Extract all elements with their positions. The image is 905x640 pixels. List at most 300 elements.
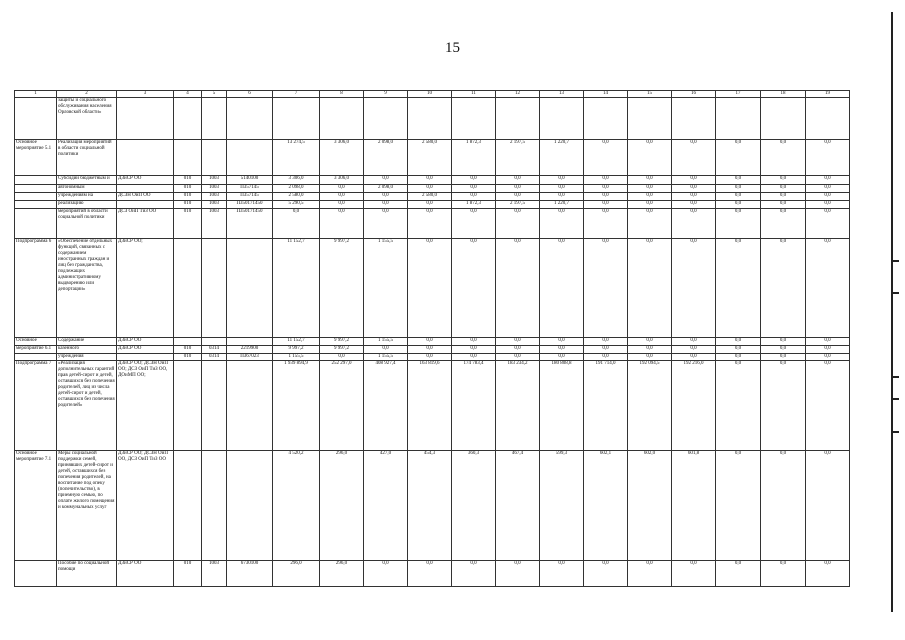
table-cell: 0,0: [584, 176, 628, 185]
table-cell: [806, 98, 850, 140]
table-cell: 0,0: [408, 338, 452, 346]
table-cell: 296,0: [320, 451, 364, 561]
table-cell: [117, 354, 174, 361]
column-number-cell: 19: [806, 91, 850, 98]
table-cell: 0,0: [452, 346, 496, 354]
table-cell: 0,0: [364, 201, 408, 209]
table-cell: [117, 201, 174, 209]
table-row: [15, 185, 850, 193]
column-number-cell: 14: [584, 91, 628, 98]
table-cell: 0,0: [806, 239, 850, 338]
column-number-cell: 15: [628, 91, 672, 98]
table-cell: 0,0: [496, 239, 540, 338]
table-cell: Пособие по социальной помощи: [57, 561, 117, 587]
table-cell: 0314: [202, 346, 227, 354]
table-cell: ДЗиСР ОО; ДСЗН ОиП ОО, ДСЗ ОиП ТиЗ ОО: [117, 451, 174, 561]
table-cell: 0,0: [761, 176, 806, 185]
table-cell: 010: [174, 561, 202, 587]
table-cell: 174 783,4: [452, 361, 496, 451]
margin-tick: [893, 376, 899, 378]
table-cell: 0,0: [584, 354, 628, 361]
table-cell: Субсидии бюджетным и: [57, 176, 117, 185]
table-cell: 2 580,0: [408, 140, 452, 176]
table-cell: [174, 451, 202, 561]
column-number-cell: 18: [761, 91, 806, 98]
table-cell: 0,0: [716, 239, 761, 338]
table-cell: [227, 451, 273, 561]
table-cell: [117, 185, 174, 193]
table-cell: 0,0: [716, 361, 761, 451]
table-cell: 0,0: [672, 209, 716, 239]
table-cell: 0,0: [408, 201, 452, 209]
table-cell: 601,8: [672, 451, 716, 561]
table-row: [15, 201, 850, 209]
table-cell: 1 220,7: [540, 201, 584, 209]
column-number-cell: 13: [540, 91, 584, 98]
table-cell: 010: [174, 346, 202, 354]
table-cell: 1 872,3: [452, 201, 496, 209]
table-cell: 0,0: [540, 346, 584, 354]
table-cell: [227, 239, 273, 338]
table-cell: 010: [174, 185, 202, 193]
table-cell: мероприятие 6.1: [15, 346, 57, 354]
table-cell: 0,0: [496, 346, 540, 354]
table-cell: 9 997,2: [320, 239, 364, 338]
column-number-cell: 7: [273, 91, 320, 98]
table-cell: 0,0: [364, 176, 408, 185]
table-cell: 11 152,7: [273, 239, 320, 338]
table-cell: 192 094,5: [628, 361, 672, 451]
table-cell: 0,0: [761, 451, 806, 561]
table-cell: 454,3: [408, 451, 452, 561]
table-cell: [117, 140, 174, 176]
table-cell: П357145: [227, 185, 273, 193]
table-cell: 0,0: [496, 561, 540, 587]
table-cell: 0,0: [761, 239, 806, 338]
table-cell: 0,0: [408, 209, 452, 239]
table-cell: 0,0: [540, 239, 584, 338]
table-cell: 0,0: [584, 561, 628, 587]
table-cell: 599,3: [540, 451, 584, 561]
table-cell: 0,0: [584, 209, 628, 239]
table-cell: 0,0: [628, 209, 672, 239]
table-cell: Основное: [15, 338, 57, 346]
table-cell: 4 520,2: [273, 451, 320, 561]
table-cell: 0,0: [496, 209, 540, 239]
table-cell: [15, 561, 57, 587]
table-cell: 0,0: [806, 140, 850, 176]
table-cell: 0,0: [716, 451, 761, 561]
right-margin-rule: [891, 12, 893, 612]
table-cell: 010: [174, 201, 202, 209]
table-cell: 1003: [202, 201, 227, 209]
table-cell: 0,0: [761, 209, 806, 239]
table-cell: [761, 98, 806, 140]
table-cell: «Обеспечение отдельных функций, связанных с содержанием иностранных граждан и лиц без гражданства, подлежащих административному выдворению или депортации»: [57, 239, 117, 338]
table-cell: [15, 185, 57, 193]
table-cell: 0,0: [716, 176, 761, 185]
table-row: [15, 354, 850, 361]
table-cell: 010: [174, 193, 202, 201]
table-cell: 0,0: [761, 193, 806, 201]
table-cell: 0,0: [716, 140, 761, 176]
table-cell: 0,0: [408, 354, 452, 361]
table-cell: реализацию: [57, 201, 117, 209]
table-cell: 0,0: [716, 354, 761, 361]
column-number-cell: 6: [227, 91, 273, 98]
table-cell: 0,0: [628, 193, 672, 201]
table-cell: 0,0: [628, 201, 672, 209]
table-cell: 0,0: [540, 185, 584, 193]
table-cell: [202, 451, 227, 561]
table-cell: ДЗиСР ОО;: [117, 239, 174, 338]
table-row: [15, 98, 850, 140]
table-cell: 2 197,5: [496, 201, 540, 209]
table-cell: 2 098,0: [273, 185, 320, 193]
table-cell: [628, 98, 672, 140]
column-number-cell: 12: [496, 91, 540, 98]
table-cell: [174, 140, 202, 176]
table-cell: 0,0: [408, 239, 452, 338]
table-cell: 0,0: [452, 239, 496, 338]
table-cell: [496, 98, 540, 140]
table-cell: 0,0: [672, 346, 716, 354]
table-cell: ДЗиСР ОО; ДСЗН ОиП ОО; ДСЗ ОиП ТиЗ ОО, ДОиМП ОО;: [117, 361, 174, 451]
table-cell: ДЗиСР ОО: [117, 176, 174, 185]
table-cell: 0,0: [584, 346, 628, 354]
column-number-row: [15, 91, 850, 98]
table-row: [15, 209, 850, 239]
column-number-cell: 9: [364, 91, 408, 98]
table-cell: [202, 338, 227, 346]
table-cell: 180 808,8: [540, 361, 584, 451]
table-cell: 0,0: [540, 561, 584, 587]
table-cell: [174, 361, 202, 451]
table-cell: [202, 239, 227, 338]
column-number-cell: 8: [320, 91, 364, 98]
table-cell: 0,0: [761, 346, 806, 354]
table-cell: [716, 98, 761, 140]
table-cell: [584, 98, 628, 140]
page-number: 15: [445, 40, 460, 56]
table-row: [15, 361, 850, 451]
table-cell: учреждения: [57, 354, 117, 361]
table-cell: [15, 98, 57, 140]
table-cell: [202, 361, 227, 451]
table-cell: Содержание: [57, 338, 117, 346]
table-cell: 0,0: [761, 185, 806, 193]
table-cell: 0,0: [806, 354, 850, 361]
table-row: [15, 140, 850, 176]
table-cell: 0,0: [806, 451, 850, 561]
table-cell: [15, 201, 57, 209]
table-cell: 1 155,5: [364, 354, 408, 361]
table-cell: 0,0: [716, 185, 761, 193]
table-cell: 0,0: [628, 561, 672, 587]
table-cell: Меры социальной поддержки семей, принявших детей-сирот и детей, оставшихся без попечения родителей, на воспитание под опеку (попечительство), в приемную семью, по оплате жилого помещения и коммунальных услуг: [57, 451, 117, 561]
column-number-cell: 3: [117, 91, 174, 98]
table-cell: 183 234,2: [496, 361, 540, 451]
table-cell: 2219900: [227, 346, 273, 354]
table-cell: ДЗиСР ОО: [117, 346, 174, 354]
table-cell: 1 155,5: [273, 354, 320, 361]
table-cell: 0,0: [452, 209, 496, 239]
table-cell: 0,0: [761, 201, 806, 209]
table-cell: 1003: [202, 209, 227, 239]
table-cell: 0,0: [408, 176, 452, 185]
table-cell: 0,0: [806, 176, 850, 185]
table-cell: [174, 338, 202, 346]
table-cell: 11 152,7: [273, 338, 320, 346]
table-cell: 1003: [202, 185, 227, 193]
table-cell: 296,0: [273, 561, 320, 587]
table-cell: 0,0: [806, 193, 850, 201]
table-cell: 1 939 894,9: [273, 361, 320, 451]
margin-tick: [893, 292, 899, 294]
table-cell: П367023: [227, 354, 273, 361]
column-number-cell: 5: [202, 91, 227, 98]
table-cell: [227, 338, 273, 346]
table-row: [15, 338, 850, 346]
table-cell: 0,0: [806, 561, 850, 587]
table-cell: [452, 98, 496, 140]
table-cell: 0,0: [806, 185, 850, 193]
table-cell: 0,0: [584, 201, 628, 209]
column-number-cell: 16: [672, 91, 716, 98]
table-row: [15, 193, 850, 201]
table-cell: 1003: [202, 176, 227, 185]
table-cell: [227, 140, 273, 176]
table-cell: 0,0: [540, 354, 584, 361]
table-row: [15, 239, 850, 338]
table-cell: Подпрограмма 7: [15, 361, 57, 451]
column-number-cell: 11: [452, 91, 496, 98]
table-cell: [540, 98, 584, 140]
table-cell: 3 306,0: [320, 140, 364, 176]
table-row: [15, 451, 850, 561]
table-cell: 0,0: [496, 176, 540, 185]
table-cell: 0,0: [806, 338, 850, 346]
table-cell: [174, 239, 202, 338]
table-cell: 2 098,0: [364, 140, 408, 176]
table-cell: 0314: [202, 354, 227, 361]
margin-tick: [893, 431, 899, 433]
table-cell: 0,0: [408, 185, 452, 193]
table-cell: 360,3: [452, 451, 496, 561]
table-cell: 2 098,0: [364, 185, 408, 193]
table-cell: 0,0: [320, 354, 364, 361]
table-cell: 0,0: [672, 239, 716, 338]
table-cell: 010: [174, 354, 202, 361]
table-cell: [202, 98, 227, 140]
table-cell: 0,0: [540, 176, 584, 185]
table-cell: 0,0: [584, 193, 628, 201]
table-cell: [174, 98, 202, 140]
table-cell: Реализация мероприятий в области социальной политики: [57, 140, 117, 176]
table-cell: мероприятий в области социальной политики: [57, 209, 117, 239]
table-cell: [15, 354, 57, 361]
table-cell: 0,0: [540, 193, 584, 201]
table-cell: ДСЗН ОиП ОО: [117, 193, 174, 201]
table-cell: 0,0: [496, 185, 540, 193]
table-cell: 1 872,3: [452, 140, 496, 176]
table-cell: 0,0: [364, 209, 408, 239]
table-cell: 0,0: [672, 140, 716, 176]
table-cell: «Реализация дополнительных гарантий прав детей-сирот и детей, оставшихся без попечения родителей, лиц из числа детей-сирот и детей, оставшихся без попечения родителей»: [57, 361, 117, 451]
table-cell: 0,0: [716, 209, 761, 239]
table-cell: 602,1: [584, 451, 628, 561]
table-cell: 0,0: [584, 140, 628, 176]
table-cell: 0,0: [320, 209, 364, 239]
table-cell: ДЗиСР ОО: [117, 338, 174, 346]
table-cell: [15, 176, 57, 185]
table-cell: 0,0: [716, 193, 761, 201]
table-cell: 0,0: [584, 338, 628, 346]
table-cell: 0,0: [320, 193, 364, 201]
table-cell: 0,0: [672, 201, 716, 209]
table-cell: 9 997,2: [320, 346, 364, 354]
table-cell: 9 997,2: [273, 346, 320, 354]
table-cell: 0,0: [716, 338, 761, 346]
table-cell: 191 714,0: [584, 361, 628, 451]
table-cell: 0,0: [716, 201, 761, 209]
table-cell: 6730100: [227, 561, 273, 587]
table-cell: казенного: [57, 346, 117, 354]
table-cell: 0,0: [672, 193, 716, 201]
table-cell: 0,0: [628, 346, 672, 354]
table-cell: 0,0: [628, 176, 672, 185]
table-cell: 467,4: [496, 451, 540, 561]
table-cell: 602,0: [628, 451, 672, 561]
table-cell: 0,0: [496, 193, 540, 201]
table-cell: [227, 98, 273, 140]
table-cell: 0,0: [496, 354, 540, 361]
table-cell: 010: [174, 209, 202, 239]
table-cell: 0,0: [364, 193, 408, 201]
table-cell: 0,0: [540, 209, 584, 239]
table-cell: П350171450: [227, 201, 273, 209]
table-cell: 296,0: [320, 561, 364, 587]
table-cell: [15, 193, 57, 201]
table-cell: 0,0: [806, 346, 850, 354]
table-cell: 1 155,5: [364, 239, 408, 338]
table-cell: 1003: [202, 193, 227, 201]
table-cell: 0,0: [672, 354, 716, 361]
table-cell: 0,0: [584, 185, 628, 193]
table-cell: [408, 98, 452, 140]
table-cell: 0,0: [806, 361, 850, 451]
table-cell: 5 290,5: [273, 201, 320, 209]
table-cell: 3 306,0: [320, 176, 364, 185]
table-cell: 0,0: [761, 140, 806, 176]
table-cell: 0,0: [452, 338, 496, 346]
table-cell: [202, 140, 227, 176]
table-cell: [117, 98, 174, 140]
table-cell: 427,0: [364, 451, 408, 561]
table-cell: 3 306,0: [273, 176, 320, 185]
table-cell: 0,0: [761, 561, 806, 587]
table-cell: учреждениям на: [57, 193, 117, 201]
table-cell: 2 580,0: [408, 193, 452, 201]
table-cell: 0,0: [628, 338, 672, 346]
table-cell: 0,0: [452, 354, 496, 361]
table-cell: 0,0: [496, 338, 540, 346]
table-cell: ДСЗ ОиП ТиЗ ОО: [117, 209, 174, 239]
table-cell: 0,0: [761, 354, 806, 361]
column-number-cell: 1: [15, 91, 57, 98]
table-cell: 0,0: [716, 346, 761, 354]
table-cell: 2 197,5: [496, 140, 540, 176]
table-cell: [672, 98, 716, 140]
table-cell: 252 297,0: [320, 361, 364, 451]
table-cell: 0,0: [716, 561, 761, 587]
table-cell: [227, 361, 273, 451]
table-cell: 0,0: [364, 346, 408, 354]
table-cell: 0,0: [452, 193, 496, 201]
table-cell: 0,0: [672, 185, 716, 193]
column-number-cell: 2: [57, 91, 117, 98]
table-cell: [320, 98, 364, 140]
program-funding-table: [14, 90, 850, 587]
table-cell: 0,0: [806, 201, 850, 209]
table-cell: 13 274,5: [273, 140, 320, 176]
table-cell: 0,0: [540, 338, 584, 346]
table-cell: 0,0: [452, 185, 496, 193]
table-cell: Основное мероприятие 5.1: [15, 140, 57, 176]
table-cell: 2 580,0: [273, 193, 320, 201]
table-cell: 0,0: [584, 239, 628, 338]
table-cell: 9 997,2: [320, 338, 364, 346]
table-cell: [273, 98, 320, 140]
table-cell: [364, 98, 408, 140]
table-cell: ДЗиСР ОО: [117, 561, 174, 587]
table-cell: 0,0: [806, 209, 850, 239]
table-cell: Подпрограмма 6: [15, 239, 57, 338]
table-cell: 0,0: [273, 209, 320, 239]
table-cell: 0,0: [628, 354, 672, 361]
table-row: [15, 346, 850, 354]
column-number-cell: 17: [716, 91, 761, 98]
table-cell: 0,0: [408, 561, 452, 587]
table-row: [15, 176, 850, 185]
table-cell: 0,0: [408, 346, 452, 354]
table-cell: [15, 209, 57, 239]
table-cell: автономным: [57, 185, 117, 193]
table-cell: 0,0: [761, 361, 806, 451]
table-cell: 0,0: [672, 561, 716, 587]
table-cell: 0,0: [452, 561, 496, 587]
table-row: [15, 561, 850, 587]
table-cell: 0,0: [452, 176, 496, 185]
table-cell: 5140100: [227, 176, 273, 185]
column-number-cell: 10: [408, 91, 452, 98]
table-cell: 0,0: [628, 140, 672, 176]
table-cell: 1003: [202, 561, 227, 587]
table-cell: Основное мероприятие 7.1: [15, 451, 57, 561]
table-cell: 0,0: [364, 561, 408, 587]
table-cell: 0,0: [320, 201, 364, 209]
margin-tick: [893, 260, 899, 262]
table-cell: 0,0: [672, 338, 716, 346]
table-cell: П357145: [227, 193, 273, 201]
margin-tick: [893, 398, 899, 400]
table-cell: 192 216,0: [672, 361, 716, 451]
table-cell: 0,0: [628, 239, 672, 338]
table-cell: 408 927,4: [364, 361, 408, 451]
column-number-cell: 4: [174, 91, 202, 98]
table-cell: 0,0: [672, 176, 716, 185]
table-cell: 0,0: [320, 185, 364, 193]
